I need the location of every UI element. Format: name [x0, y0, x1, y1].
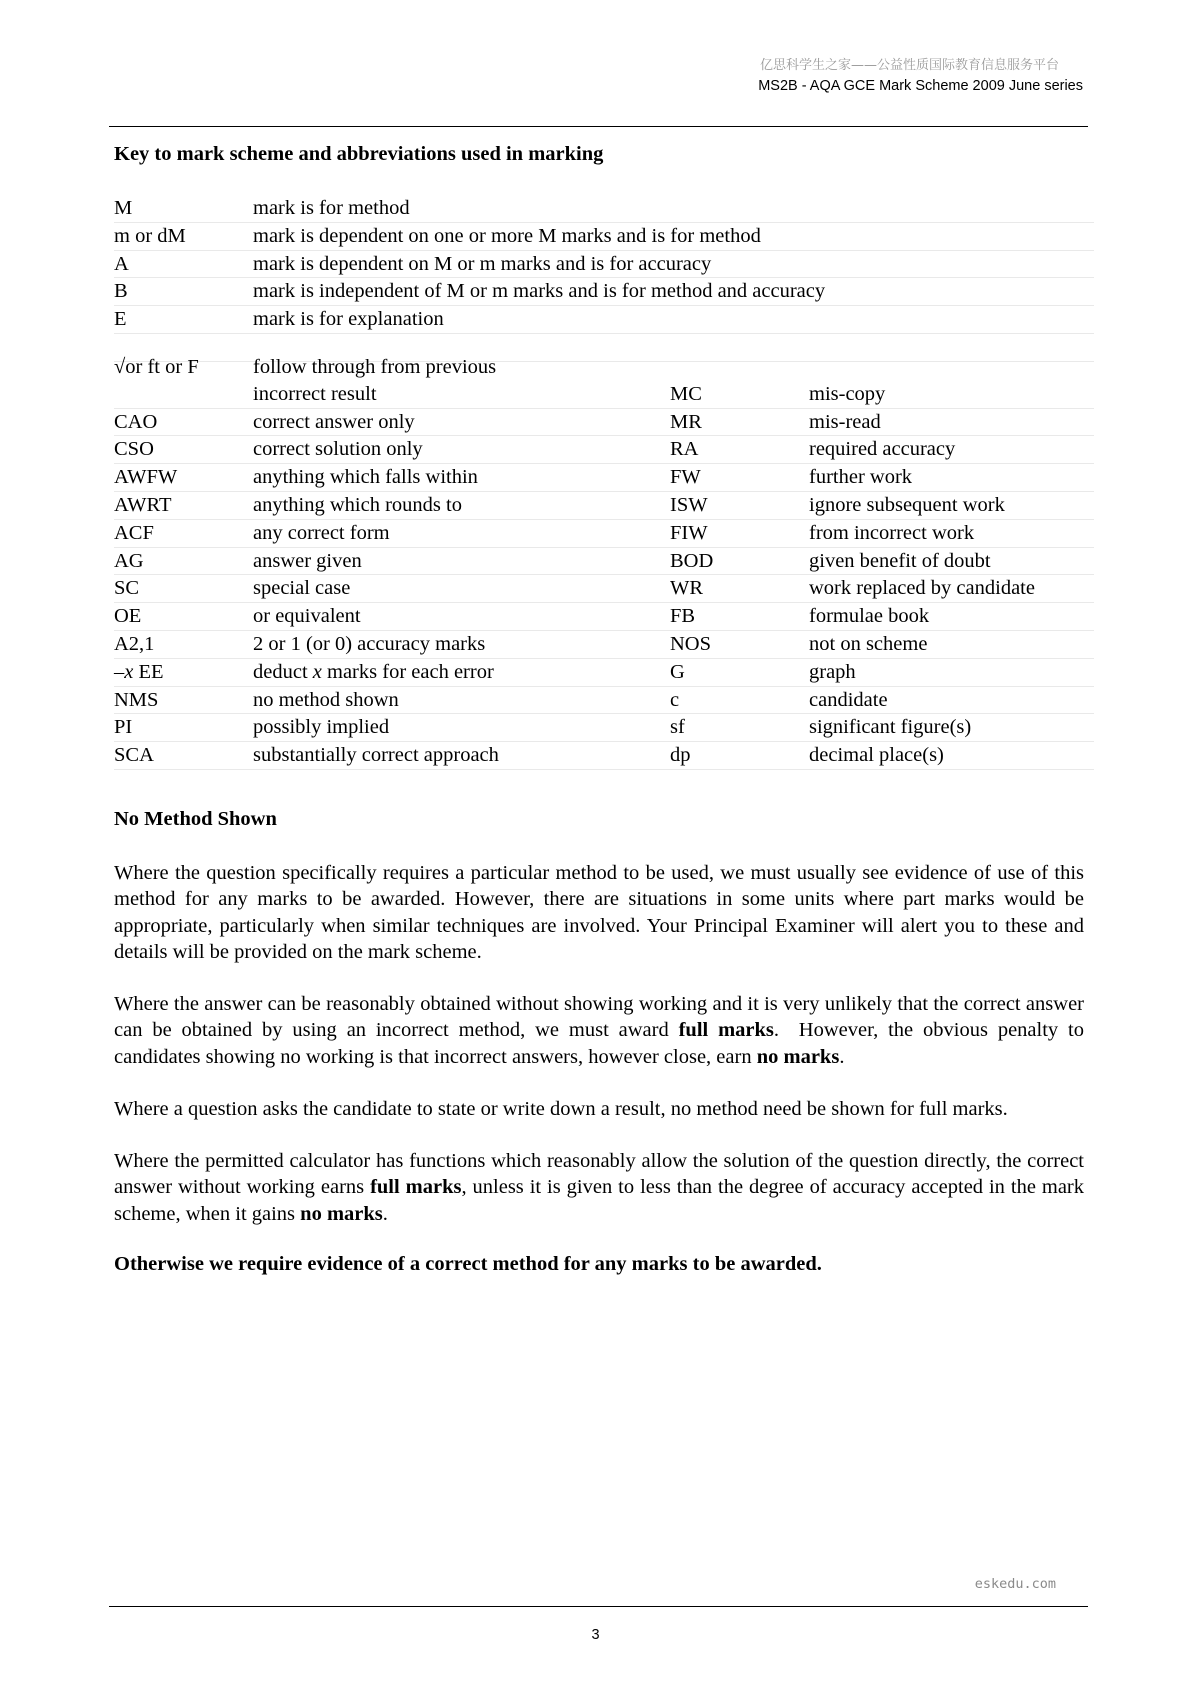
follow-through-desc-line2: incorrect result	[253, 382, 377, 405]
abbr-code: SCA	[114, 744, 154, 767]
abbr-code-right: dp	[670, 744, 691, 767]
para4-text-e: .	[382, 1202, 388, 1225]
abbr-code: A2,1	[114, 632, 155, 655]
para2-text-c: . However, the obvious penalty to candidates showing no working is that incorrect answers, however close, earn	[114, 1019, 1090, 1068]
footer-rule	[109, 1606, 1088, 1607]
no-method-paragraph-3: Where a question asks the candidate to state or write down a result, no method need be shown for full marks.	[114, 1098, 1008, 1120]
abbr-code: AG	[114, 549, 144, 572]
abbreviation-row	[114, 631, 1094, 659]
abbr-desc-right: graph	[809, 660, 856, 683]
marks-row	[114, 223, 1094, 251]
abbr-code: CAO	[114, 410, 158, 433]
no-method-paragraph-4	[114, 1148, 1084, 1227]
mark-code: A	[114, 252, 129, 275]
abbr-code: NMS	[114, 688, 159, 711]
abbr-code-right: WR	[670, 577, 704, 600]
mark-desc: mark is dependent on one or more M marks and is for method	[253, 224, 761, 247]
abbr-desc: correct answer only	[253, 410, 415, 433]
abbr-desc: any correct form	[253, 521, 390, 544]
abbr-code: SC	[114, 577, 140, 600]
mark-code: E	[114, 308, 127, 331]
follow-through-code	[114, 354, 199, 380]
marks-row	[114, 195, 1094, 223]
abbr-code: CSO	[114, 438, 154, 461]
abbreviation-row	[114, 548, 1094, 576]
abbr-code-right: RA	[670, 438, 699, 461]
abbr-desc-right: given benefit of doubt	[809, 549, 991, 572]
abbr-code: ACF	[114, 521, 154, 544]
deduct-row	[114, 659, 1094, 687]
final-statement: Otherwise we require evidence of a correct method for any marks to be awarded.	[114, 1253, 822, 1275]
abbr-desc-right: not on scheme	[809, 632, 928, 655]
deduct-desc-suffix: marks for each error	[321, 660, 494, 683]
para2-text-e: .	[839, 1045, 845, 1068]
abbreviation-row	[114, 687, 1094, 715]
tick-icon: √	[114, 356, 126, 378]
deduct-desc	[253, 659, 494, 685]
abbr-code-right: FB	[670, 605, 696, 628]
abbr-desc-right: ignore subsequent work	[809, 493, 1005, 516]
abbr-desc-right: decimal place(s)	[809, 744, 944, 767]
abbr-code: OE	[114, 605, 142, 628]
follow-through-row	[114, 354, 1094, 409]
para2-text-a: Where the answer can be reasonably obtained without showing working and it is very unlikely that the correct answer can be obtained by using an incorrect method, we must award	[114, 993, 1084, 1042]
abbr-code-right: BOD	[670, 549, 714, 572]
abbr-desc: anything which falls within	[253, 466, 478, 489]
abbreviation-row	[114, 492, 1094, 520]
abbr-desc: correct solution only	[253, 438, 423, 461]
no-method-paragraph-2	[114, 991, 1090, 1070]
abbreviation-row	[114, 464, 1094, 492]
abbr-code: AWRT	[114, 493, 172, 516]
abbr-desc-right: from incorrect work	[809, 521, 975, 544]
deduct-desc-var: x	[312, 660, 322, 683]
abbr-code-right: sf	[670, 716, 685, 739]
footer-site: eskedu.com	[974, 1576, 1056, 1592]
abbreviation-row	[114, 409, 1094, 437]
abbr-desc-right: mis-copy	[809, 382, 886, 405]
mark-desc: mark is for method	[253, 197, 410, 219]
abbr-desc: answer given	[253, 549, 362, 572]
abbr-code-right: FIW	[670, 521, 708, 544]
watermark-text: 亿思科学生之家——公益性质国际教育信息服务平台	[759, 58, 1059, 73]
abbr-desc-right: candidate	[809, 688, 888, 711]
abbreviation-row	[114, 603, 1094, 631]
abbr-desc-right: significant figure(s)	[809, 716, 972, 739]
abbr-desc: substantially correct approach	[253, 744, 499, 767]
mark-code: m or dM	[114, 224, 186, 247]
header-series-title: MS2B - AQA GCE Mark Scheme 2009 June series	[758, 78, 1083, 94]
para4-full-marks: full marks	[370, 1176, 462, 1199]
abbr-code-right: MR	[670, 410, 702, 433]
marks-row	[114, 306, 1094, 334]
abbr-desc: or equivalent	[253, 605, 361, 628]
deduct-code-suffix: EE	[133, 660, 164, 683]
abbr-desc: possibly implied	[253, 716, 390, 739]
no-method-title: No Method Shown	[114, 808, 277, 830]
abbreviation-row	[114, 436, 1094, 464]
deduct-desc-prefix: deduct	[253, 660, 313, 683]
mark-desc: mark is dependent on M or m marks and is for accuracy	[253, 252, 712, 275]
abbreviation-row	[114, 714, 1094, 742]
abbr-desc: 2 or 1 (or 0) accuracy marks	[253, 632, 486, 655]
abbreviation-row	[114, 742, 1094, 770]
deduct-code	[114, 659, 164, 685]
key-section-title: Key to mark scheme and abbreviations used in marking	[114, 143, 604, 165]
header-rule	[109, 126, 1088, 127]
mark-desc: mark is for explanation	[253, 308, 444, 331]
abbr-code-right: G	[670, 660, 685, 683]
deduct-code-var: x	[124, 660, 134, 683]
mark-desc: mark is independent of M or m marks and is for method and accuracy	[253, 280, 826, 303]
abbr-desc-right: work replaced by candidate	[809, 577, 1035, 600]
abbr-desc-right: required accuracy	[809, 438, 956, 461]
follow-through-code-text: or ft or F	[125, 356, 199, 378]
abbreviation-row	[114, 520, 1094, 548]
para2-no-marks: no marks	[756, 1045, 840, 1068]
abbr-code-right: NOS	[670, 632, 712, 655]
marks-table	[114, 195, 1094, 362]
abbr-code-right: ISW	[670, 493, 708, 516]
deduct-code-dash: –	[114, 660, 125, 683]
para2-full-marks: full marks	[678, 1019, 774, 1042]
para4-no-marks: no marks	[300, 1202, 383, 1225]
abbr-desc: anything which rounds to	[253, 493, 462, 516]
abbr-desc: special case	[253, 577, 351, 600]
abbr-desc: no method shown	[253, 688, 399, 711]
abbr-code-right: FW	[670, 466, 701, 489]
para4-text-a: Where the permitted calculator has functions which reasonably allow the solution of the question directly, the correct answer without working earns	[114, 1150, 1084, 1199]
abbr-desc-right: further work	[809, 466, 913, 489]
para4-text-c: , unless it is given to less than the degree of accuracy accepted in the mark scheme, when it gains	[114, 1176, 1084, 1225]
abbr-desc-right: mis-read	[809, 410, 881, 433]
mark-code: B	[114, 280, 128, 303]
page-number: 3	[591, 1627, 600, 1643]
abbr-code: PI	[114, 716, 133, 739]
follow-through-desc-line1: follow through from previous	[253, 356, 497, 378]
mark-code: M	[114, 197, 133, 219]
marks-row	[114, 251, 1094, 279]
abbr-code: AWFW	[114, 466, 178, 489]
abbreviation-row	[114, 575, 1094, 603]
abbreviations-table	[114, 354, 1094, 770]
abbr-code-right: MC	[670, 382, 702, 405]
no-method-paragraph-1: Where the question specifically requires a particular method to be used, we must usually see evidence of use of this method for any marks to be awarded. However, there are situations in some units where part marks would be appropriate, particularly when similar techniques are involved. Your Principal Examiner will alert you to these and details will be provided on the mark scheme.	[114, 862, 1084, 963]
marks-row	[114, 278, 1094, 306]
abbr-desc-right: formulae book	[809, 605, 930, 628]
abbr-code-right: c	[670, 688, 680, 711]
